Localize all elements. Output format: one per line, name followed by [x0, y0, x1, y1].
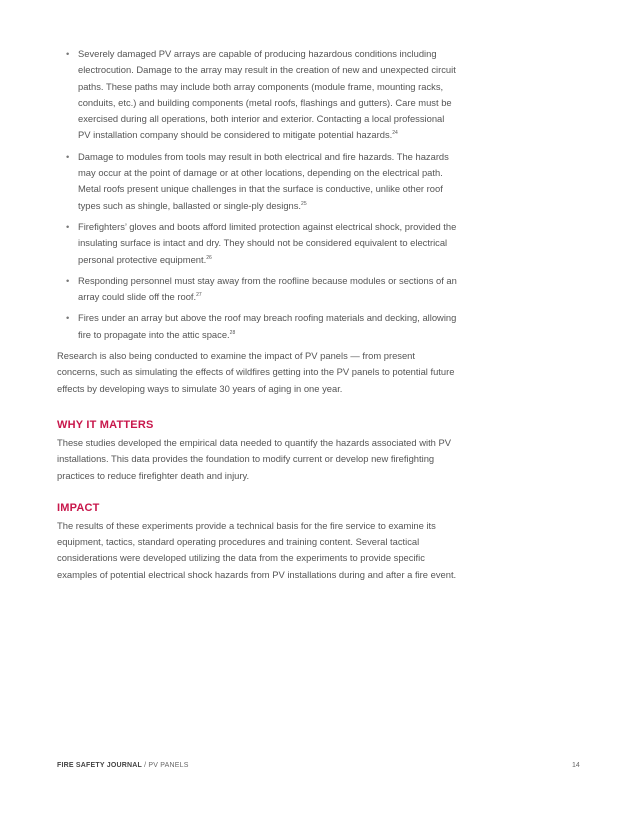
bullet-item — [57, 46, 457, 144]
bullet-text: Fires under an array but above the roof may breach roofing materials and decking, allowing fire to propagate into the attic space. — [78, 312, 457, 340]
why-it-matters-heading: WHY IT MATTERS — [57, 418, 154, 431]
bullet-text: Severely damaged PV arrays are capable of producing hazardous conditions including electrocution. Damage to the array may result in the creation of new and unexpected circuit paths. These paths may include both array components (module frame, mounting racks, conduits, etc.) and building components (metal roofs, flashings and gutters). Care must be exercised during all operations, both interior and exterior. Contacting a local professional PV installation company should be considered to mitigate potential hazards. — [78, 48, 456, 141]
footnote-ref: 24 — [392, 130, 398, 137]
footnote-ref: 26 — [206, 254, 212, 261]
impact-paragraph: The results of these experiments provide a technical basis for the fire service to examine its equipment, tactics, standard operating procedures and training content. Several tactical considerations were developed utilizing the data from the experiments to provide specific examples of potential electrical shock hazards from PV installations during and after a fire event. — [57, 519, 457, 580]
page-content — [57, 46, 457, 583]
footer-running-title — [57, 762, 189, 769]
bullet-text: Responding personnel must stay away from the roofline because modules or sections of an array could slide off the roof. — [78, 274, 457, 303]
page-number: 14 — [572, 762, 580, 769]
bullet-text: Damage to modules from tools may result in both electrical and fire hazards. The hazards may occur at the point of damage or at other locations, depending on the electrical path. Metal roofs present unique challenges in that the surface is conductive, unlike other roof types such as shingle, ballasted or single-ply designs. — [78, 150, 449, 211]
research-paragraph: Research is also being conducted to examine the impact of PV panels — from present concerns, such as simulating the effects of wildfires getting into the PV panels to potential future effects by developing ways to simulate 30 years of aging in one year. — [57, 350, 455, 394]
footer-section-name: PV PANELS — [148, 762, 189, 769]
footnote-ref: 25 — [301, 200, 307, 207]
footer-separator: / — [141, 762, 149, 769]
bullet-item — [57, 273, 457, 306]
footnote-ref: 28 — [229, 329, 236, 336]
bullet-item — [57, 219, 457, 268]
why-it-matters-paragraph: These studies developed the empirical data needed to quantify the hazards associated with PV installations. This data provides the foundation to modify current or develop new firefighting practices to reduce firefighter death and injury. — [57, 436, 451, 481]
footer-journal-name: FIRE SAFETY JOURNAL — [57, 762, 142, 769]
bullet-item — [57, 310, 457, 343]
hazard-bullet-list — [57, 46, 457, 343]
bullet-text: Firefighters’ gloves and boots afford limited protection against electrical shock, provided the insulating surface is intact and dry. They should not be considered equivalent to electrical personal protective equipment. — [78, 220, 457, 265]
bullet-item — [57, 149, 457, 214]
impact-heading: IMPACT — [57, 501, 100, 514]
footnote-ref: 27 — [196, 292, 202, 299]
